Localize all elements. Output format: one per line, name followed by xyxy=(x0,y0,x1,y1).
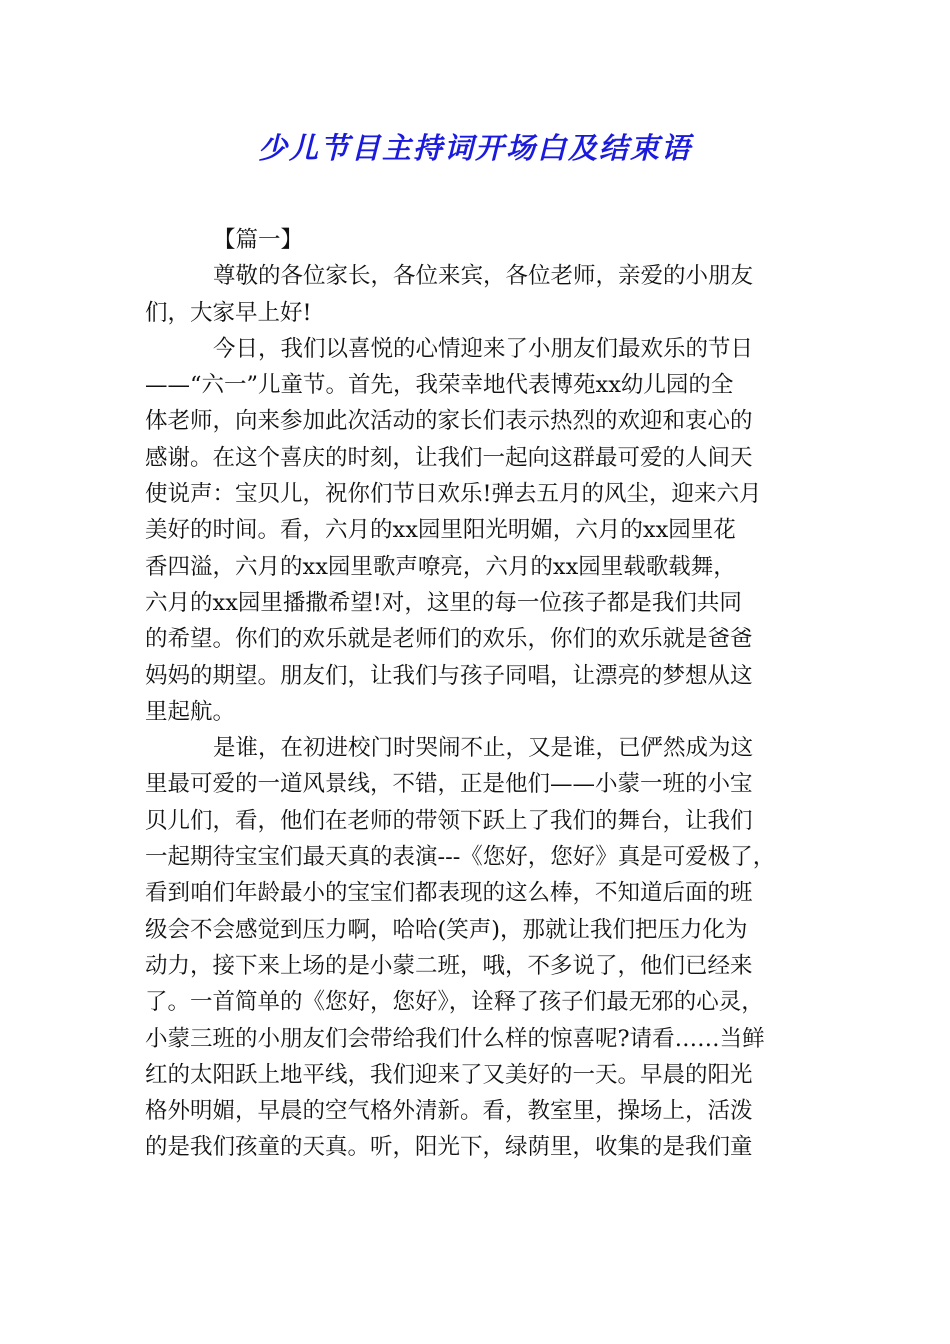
document-title: 少儿节目主持词开场白及结束语 xyxy=(257,131,692,165)
paragraph-line: 里最可爱的一道风景线，不错，正是他们——小蒙一班的小宝 xyxy=(145,771,753,798)
paragraph-line: 香四溢，六月的xx园里歌声嘹亮，六月的xx园里载歌载舞， xyxy=(145,553,736,580)
paragraph-line: 里起航。 xyxy=(145,698,236,725)
paragraph-line: 了。一首简单的《您好，您好》，诠释了孩子们最无邪的心灵， xyxy=(145,989,764,1016)
paragraph-line: 红的太阳跃上地平线，我们迎来了又美好的一天。早晨的阳光 xyxy=(145,1061,753,1088)
paragraph-line: 贝儿们，看，他们在老师的带领下跃上了我们的舞台，让我们 xyxy=(145,807,753,834)
paragraph-line: 使说声：宝贝儿，祝你们节日欢乐!弹去五月的风尘，迎来六月 xyxy=(145,481,762,508)
paragraph-line: 体老师，向来参加此次活动的家长们表示热烈的欢迎和衷心的 xyxy=(145,408,753,435)
paragraph-line: 看到咱们年龄最小的宝宝们都表现的这么棒，不知道后面的班 xyxy=(145,880,753,907)
paragraph-line: 今日，我们以喜悦的心情迎来了小朋友们最欢乐的节日 xyxy=(213,335,754,362)
paragraph-line: ——“六一”儿童节。首先，我荣幸地代表博苑xx幼儿园的全 xyxy=(145,372,734,399)
paragraph-line: 的希望。你们的欢乐就是老师们的欢乐，你们的欢乐就是爸爸 xyxy=(145,626,753,653)
paragraph-line: 格外明媚，早晨的空气格外清新。看，教室里，操场上，活泼 xyxy=(145,1098,753,1125)
section-label: 【篇一】 xyxy=(213,227,304,253)
paragraph-line: 妈妈的期望。朋友们，让我们与孩子同唱，让漂亮的梦想从这 xyxy=(145,662,753,689)
document-body xyxy=(145,222,815,1166)
paragraph-line: 动力，接下来上场的是小蒙二班，哦，不多说了，他们已经来 xyxy=(145,952,753,979)
paragraph-line: 是谁，在初进校门时哭闹不止，又是谁，已俨然成为这 xyxy=(213,735,754,762)
paragraph-line: 们，大家早上好! xyxy=(145,299,312,326)
paragraph-line: 尊敬的各位家长，各位来宾，各位老师，亲爱的小朋友 xyxy=(213,263,754,290)
paragraph-line: 的是我们孩童的天真。听，阳光下，绿荫里，收集的是我们童 xyxy=(145,1134,753,1161)
paragraph-line: 级会不会感觉到压力啊，哈哈(笑声)，那就让我们把压力化为 xyxy=(145,916,748,943)
paragraph-line: 美好的时间。看，六月的xx园里阳光明媚，六月的xx园里花 xyxy=(145,517,736,544)
paragraph-line: 一起期待宝宝们最天真的表演---《您好，您好》真是可爱极了， xyxy=(145,844,776,871)
paragraph-line: 小蒙三班的小朋友们会带给我们什么样的惊喜呢?请看……当鲜 xyxy=(145,1025,765,1052)
paragraph-line: 六月的xx园里播撒希望!对，这里的每一位孩子都是我们共同 xyxy=(145,589,742,616)
paragraph-line: 感谢。在这个喜庆的时刻，让我们一起向这群最可爱的人间天 xyxy=(145,444,753,471)
